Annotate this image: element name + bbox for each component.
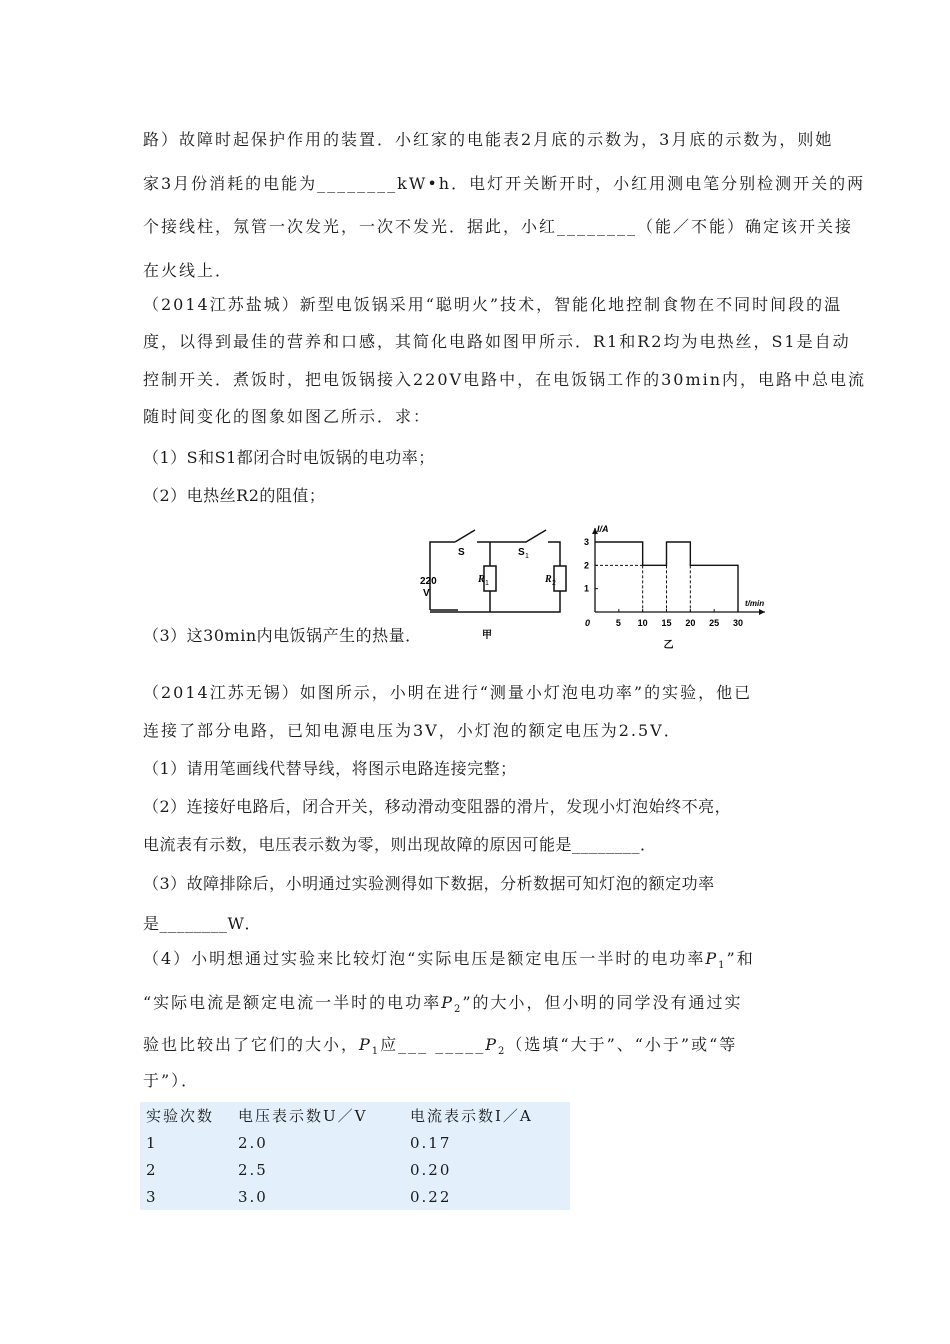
y-tick-label: 2 (584, 560, 590, 571)
circuit-and-graph (420, 520, 810, 670)
text: （选填“大于”、“小于”或“等 (506, 1035, 738, 1054)
table-header: 电流表示数I／A (410, 1107, 533, 1125)
text-line: （2014江苏盐城）新型电饭锅采用“聪明火”技术，智能化地控制食物在不同时间段的温 (143, 295, 843, 314)
p1-subscript: 1 (371, 1046, 381, 1058)
resistor-r2 (554, 566, 566, 591)
r1-label: R (478, 574, 485, 585)
question-4-line-1 (143, 946, 755, 971)
r2-label: R (545, 574, 552, 585)
r2-subscript: 2 (552, 580, 556, 587)
p1-symbol: P (359, 1035, 372, 1054)
question-4-line-3 (143, 1032, 737, 1057)
text-line: （2014江苏无锡）如图所示，小明在进行“测量小灯泡电功率”的实验，他已 (143, 683, 753, 702)
voltage-label: 220 (420, 576, 437, 587)
text-line: 是________W． (143, 914, 261, 933)
p2-subscript: 2 (498, 1046, 507, 1058)
text: “实际电流是额定电流一半时的电功率 (143, 993, 442, 1012)
table-header: 电压表示数U／V (238, 1107, 368, 1125)
x-tick-label: 25 (709, 618, 720, 628)
p1-symbol: P (705, 949, 719, 968)
table-cell: 2.0 (238, 1133, 268, 1152)
y-tick-label: 3 (584, 537, 590, 547)
switch-s1-label: S (518, 547, 525, 558)
table-header-row (140, 1102, 570, 1129)
x-tick-label: 5 (615, 618, 621, 628)
y-tick-label: 1 (584, 583, 590, 594)
p2-symbol: P (441, 993, 454, 1012)
p2-subscript: 2 (453, 1004, 463, 1016)
x-axis-arrow (759, 609, 765, 615)
text-line: （2）连接好电路后，闭合开关，移动滑动变阻器的滑片，发现小灯泡始终不亮， (143, 797, 732, 816)
switch-s (455, 530, 475, 542)
p2-symbol: P (485, 1035, 499, 1054)
text-line: 在火线上． (143, 261, 234, 280)
text: 应___ _____ (380, 1035, 486, 1054)
wire (430, 591, 560, 612)
text-line: 度，以得到最佳的营养和口感，其简化电路如图甲所示．R1和R2均为电热丝，S1是自动 (143, 332, 851, 351)
table-row (140, 1129, 570, 1156)
table-cell: 1 (146, 1133, 158, 1152)
text-line: 随时间变化的图象如图乙所示．求： (143, 407, 432, 426)
text: （4）小明想通过实验来比较灯泡“实际电压是额定电压一半时的电功率 (143, 949, 706, 968)
text-line: 路）故障时起保护作用的装置．小红家的电能表2月底的示数为，3月底的示数为，则她 (143, 130, 834, 149)
switch-s1-subscript: 1 (525, 553, 529, 560)
text-line: （3）故障排除后，小明通过实验测得如下数据，分析数据可知灯泡的额定功率 (143, 874, 715, 893)
x-tick-label: 20 (685, 618, 696, 628)
graph-caption: 乙 (663, 640, 674, 651)
text-line: 控制开关．煮饭时，把电饭锅接入220V电路中，在电饭锅工作的30min内，电路中总电流 (143, 370, 867, 389)
text-line: 个接线柱，氖管一次发光，一次不发光．据此，小红________（能／不能）确定该开关接 (143, 217, 854, 236)
text-line: 电流表有示数，电压表示数为零，则出现故障的原因可能是________． (143, 835, 657, 854)
x-tick-label: 15 (661, 618, 672, 628)
table-cell: 0.22 (410, 1187, 452, 1206)
p1-subscript: 1 (718, 960, 727, 972)
text: 验也比较出了它们的大小， (143, 1035, 360, 1054)
resistor-r1 (484, 566, 496, 591)
y-axis-label: I/A (597, 524, 609, 534)
question-4-line-2 (143, 990, 743, 1015)
data-table (140, 1102, 570, 1210)
switch-s1 (477, 530, 546, 542)
text-line: 家3月份消耗的电能为________kW•h．电灯开关断开时，小红用测电笔分别检测开关的两 (143, 174, 866, 193)
wire (548, 542, 560, 566)
table-cell: 3 (146, 1187, 158, 1206)
table-cell: 0.20 (410, 1160, 452, 1179)
text: ”的大小，但小明的同学没有通过实 (462, 993, 743, 1012)
text-line: （1）S和S1都闭合时电饭锅的电功率； (143, 448, 435, 467)
text-line: （1）请用笔画线代替导线，将图示电路连接完整； (143, 759, 517, 778)
figures (420, 520, 810, 670)
table-cell: 3.0 (238, 1187, 268, 1206)
circuit-diagram (430, 530, 566, 612)
x-tick-label: 0 (585, 618, 591, 628)
voltage-unit: V (423, 588, 430, 599)
text: ”和 (726, 949, 755, 968)
question-4-line-4: 于”）． (143, 1071, 200, 1090)
circuit-caption: 甲 (482, 630, 492, 641)
x-axis-label: t/min (745, 599, 765, 608)
table-header: 实验次数 (146, 1107, 215, 1125)
table-row (140, 1183, 570, 1210)
current-time-graph (584, 524, 765, 651)
table-cell: 2.5 (238, 1160, 268, 1179)
switch-s-label: S (458, 547, 465, 558)
r1-subscript: 1 (485, 580, 489, 587)
text-line: 连接了部分电路，已知电源电压为3V，小灯泡的额定电压为2.5V． (143, 721, 682, 740)
x-tick-label: 30 (733, 618, 744, 628)
x-tick-label: 10 (637, 618, 648, 628)
text-line: （3）这30min内电饭锅产生的热量． (143, 626, 422, 645)
text-line: （2）电热丝R2的阻值； (143, 486, 326, 505)
table-row (140, 1156, 570, 1183)
table-cell: 0.17 (410, 1133, 452, 1152)
table-cell: 2 (146, 1160, 158, 1179)
